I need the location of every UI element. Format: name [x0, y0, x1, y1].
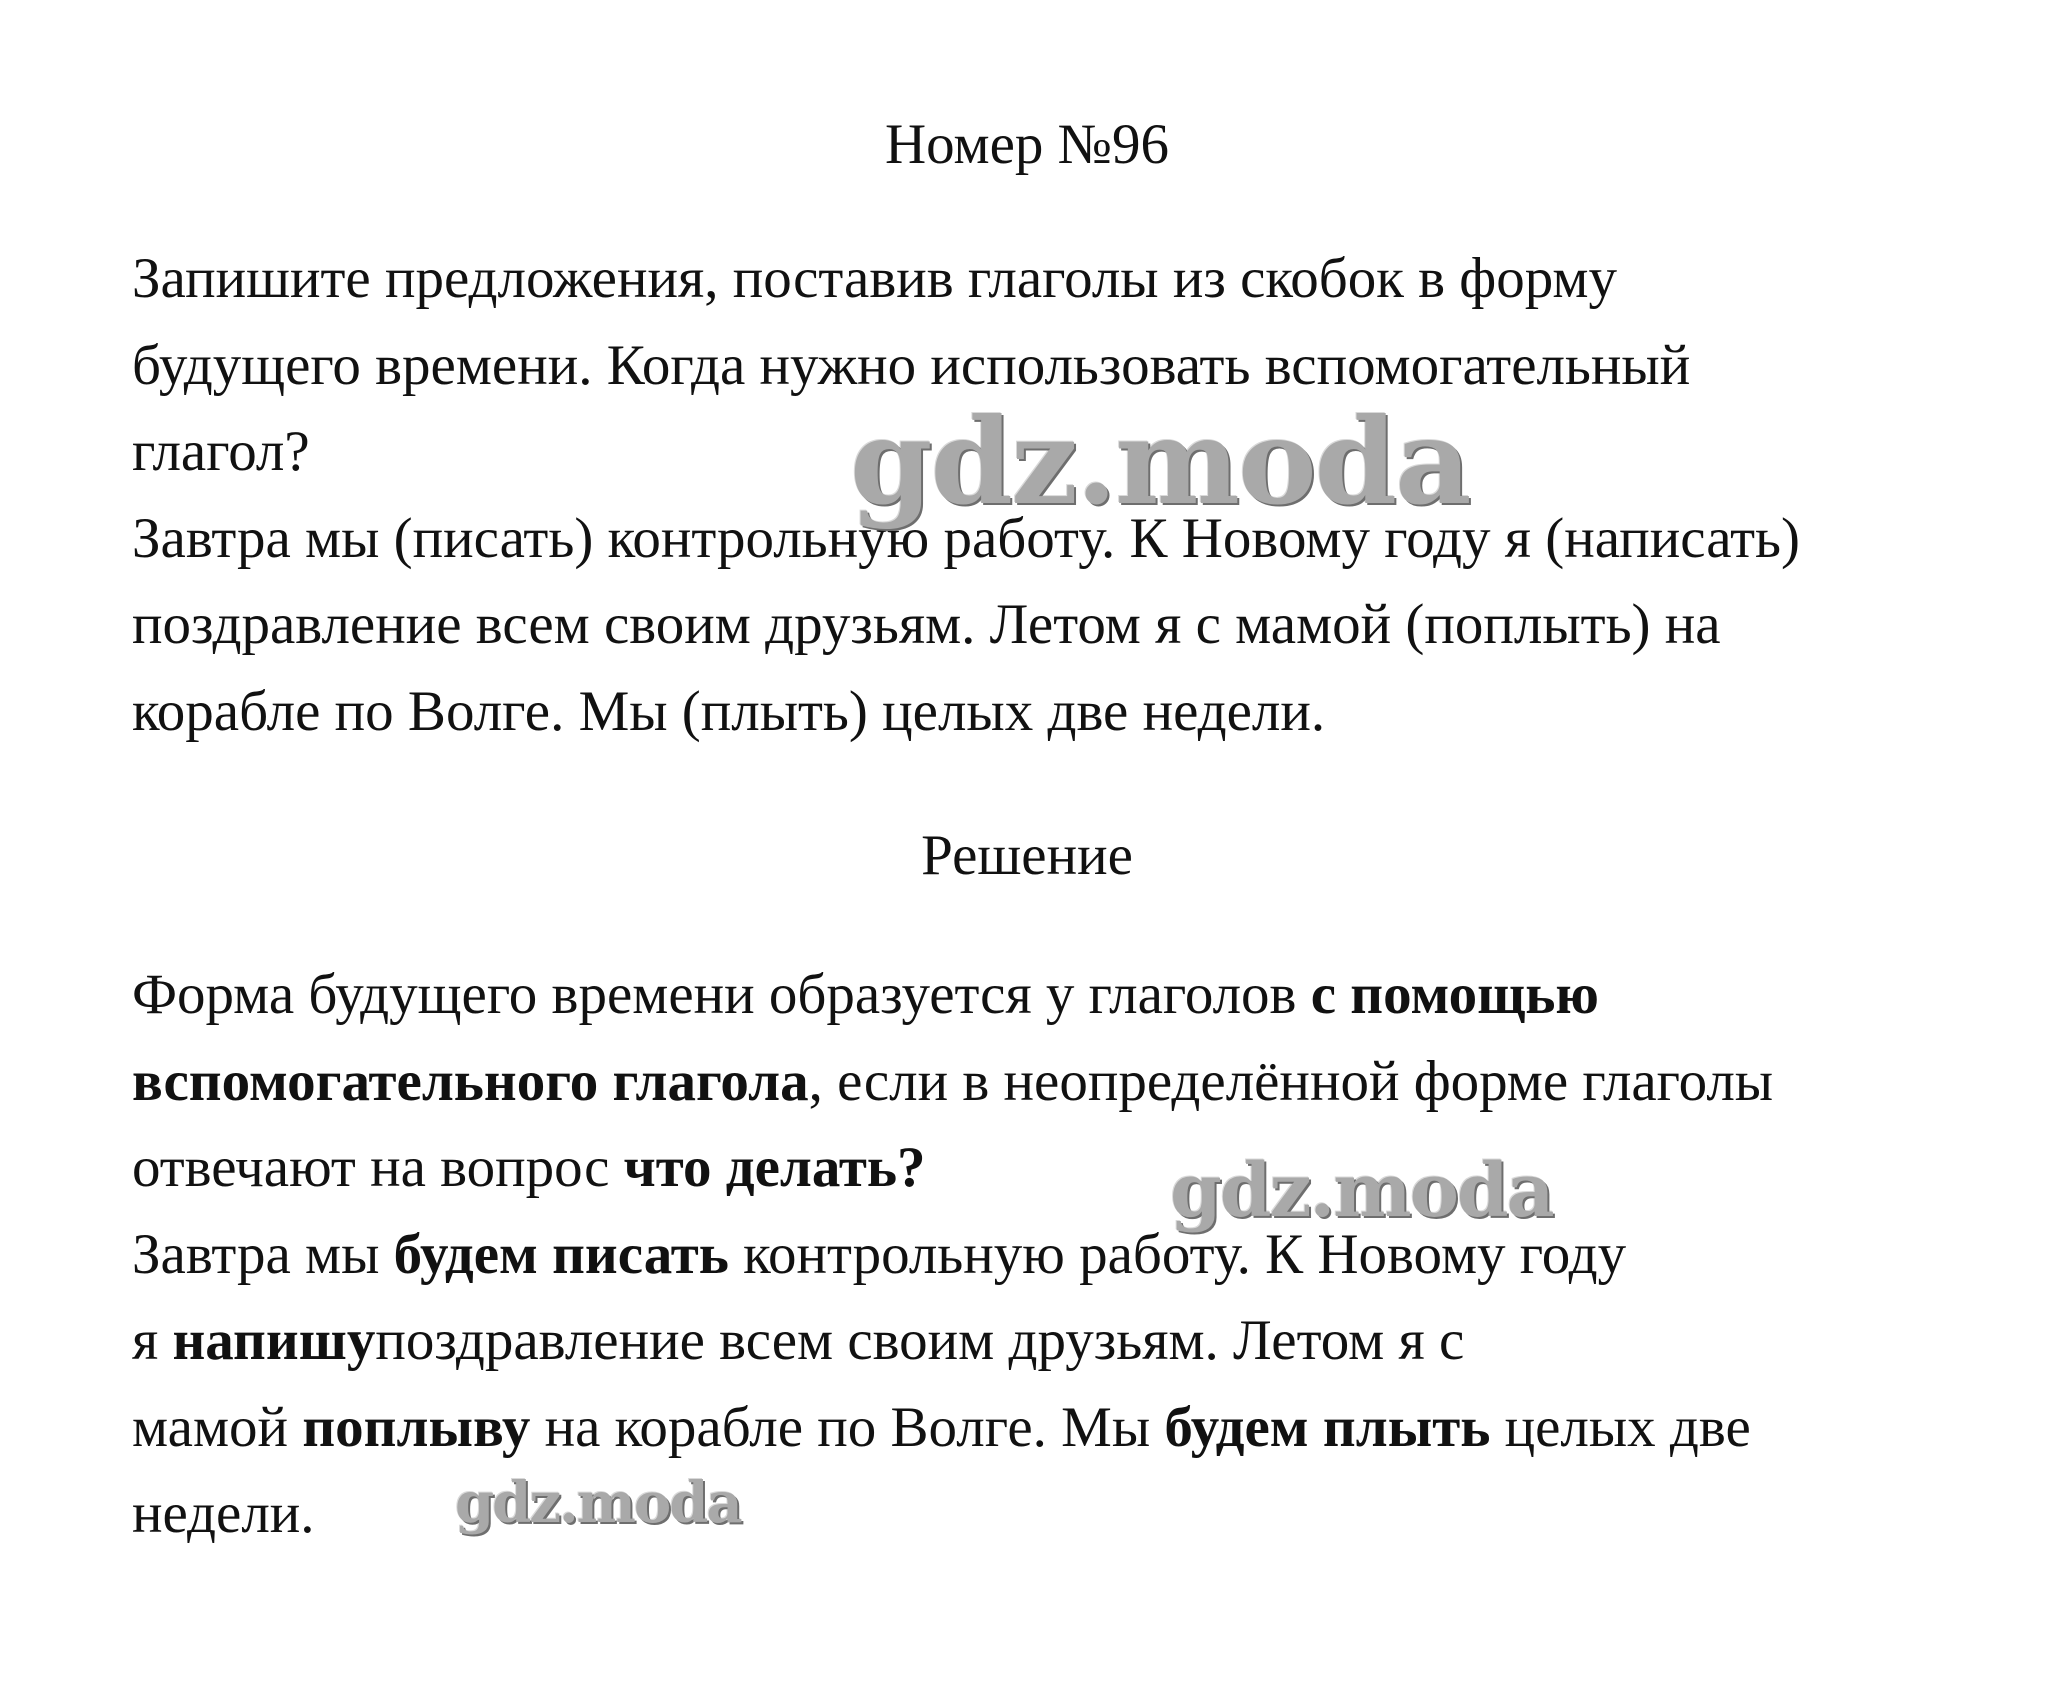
- bold-run: поплыву: [302, 1395, 531, 1459]
- task-line: Запишите предложения, поставив глаголы из скобок в форму: [132, 247, 1617, 310]
- watermark: gdz.moda: [1170, 1148, 1553, 1234]
- bold-run: будем плыть: [1164, 1395, 1491, 1459]
- task-line: корабле по Волге. Мы (плыть) целых две недели.: [132, 679, 1326, 743]
- text-run: поздравление всем своим друзьям. Летом я с: [375, 1309, 1465, 1372]
- page-title: Номер №96: [884, 113, 1170, 176]
- solution-line: [132, 1039, 1952, 1126]
- task-line: поздравление всем своим друзьям. Летом я с мамой (поплыть) на: [132, 593, 1721, 656]
- solution-line: [132, 1125, 1952, 1212]
- text-run: контрольную работу. К Новому году: [728, 1222, 1627, 1286]
- text-run: Форма будущего времени образуется у глаголов: [132, 963, 1311, 1026]
- watermark: gdz.moda: [850, 392, 1470, 531]
- solution-text: [132, 952, 1952, 1558]
- bold-run: напишу: [172, 1309, 376, 1372]
- task-line: глагол?: [132, 420, 310, 483]
- solution-line: [132, 952, 1952, 1039]
- text-run: , если в неопределённой форме глаголы: [808, 1049, 1774, 1113]
- task-line: будущего времени. Когда нужно использовать вспомогательный: [132, 333, 1691, 397]
- solution-line: [132, 1212, 1952, 1299]
- bold-run: что делать?: [623, 1136, 926, 1199]
- text-run: я: [132, 1309, 173, 1372]
- text-run: отвечают на вопрос: [132, 1136, 624, 1199]
- text-run: мамой: [132, 1395, 303, 1459]
- task-text: [132, 236, 1952, 755]
- watermark: gdz.moda: [455, 1470, 741, 1536]
- solution-line: [132, 1471, 1952, 1558]
- task-line: Завтра мы (писать) контрольную работу. К Новому году я (написать): [132, 506, 1800, 570]
- bold-run: вспомогательного глагола: [132, 1049, 809, 1113]
- text-run: Завтра мы: [132, 1222, 394, 1286]
- bold-run: будем писать: [393, 1222, 729, 1286]
- solution-line: [132, 1298, 1952, 1385]
- solution-heading: Решение: [921, 824, 1133, 887]
- text-run: на корабле по Волге. Мы: [530, 1395, 1165, 1459]
- text-run: недели.: [132, 1482, 315, 1545]
- text-run: целых две: [1490, 1395, 1751, 1459]
- bold-run: с помощью: [1310, 963, 1599, 1026]
- solution-line: [132, 1385, 1952, 1472]
